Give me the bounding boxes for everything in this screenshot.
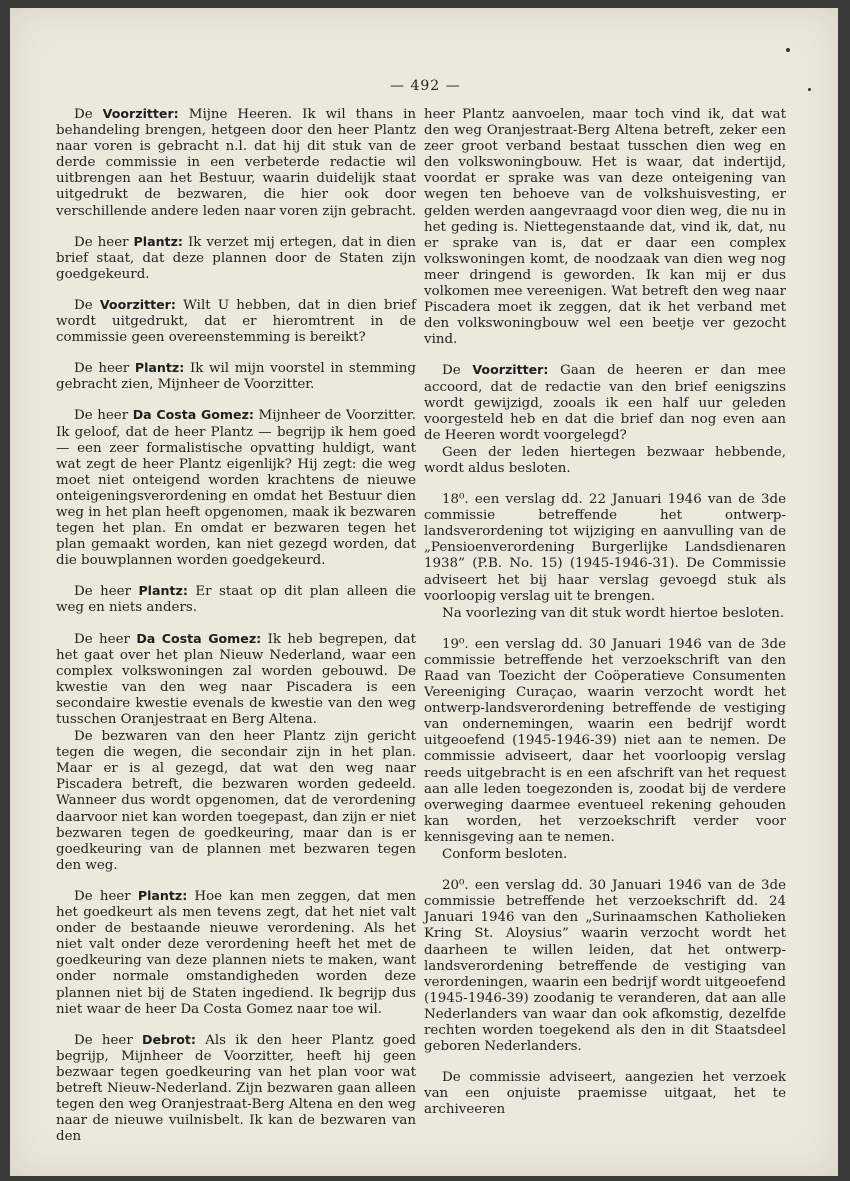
speaker-name: Voorzitter: <box>472 362 549 378</box>
paragraph: De heer Da Costa Gomez: Ik heb begrepen, dat het gaat over het plan Nieuw Nederland, waar een complex volkswoningen zal worden gebouwd. De kwestie van den weg naar Piscadera is een secondaire kwestie evenals de kwestie van den weg tusschen Oranjestraat en Berg Altena. <box>56 630 416 727</box>
paragraph: Na voorlezing van dit stuk wordt hiertoe besloten. <box>442 605 785 621</box>
speaker-name: Voorzitter: <box>102 106 179 121</box>
speaker-name: Plantz: <box>137 887 188 903</box>
paragraph: De heer Debrot: Als ik den heer Plantz goed begrijp, Mijnheer de Voorzitter, heeft hij geen bezwaar tegen goedkeuring van het plan voor wat betreft Nieuw-Nederland. Zijn bezwaren gaan alleen tegen den weg Oranjestraat-Berg Altena en den weg naar de nieuwe vuilnisbelt. Ik kan de bezwaren van den <box>56 1031 416 1145</box>
speaker-name: Plantz: <box>138 583 188 599</box>
left-column <box>56 106 416 1159</box>
paragraph: De Voorzitter: Wilt U hebben, dat in dien brief wordt uitgedrukt, dat er hieromtrent in de commissie geen overeenstemming is bereikt? <box>56 296 417 346</box>
paragraph: Geen der leden hiertegen bezwaar hebbende, wordt aldus besloten. <box>424 444 786 476</box>
paragraph: De heer Plantz: Hoe kan men zeggen, dat men het goedkeurt als men tevens zegt, dat het niet valt onder de bestaande nieuwe verordening. Als het niet valt onder deze verordening heeft het met de goedkeuring van deze plannen niets te maken, want onder normale omstandigheden worden deze plannen niet bij de Staten ingediend. Ik begrijp dus niet waar de heer Da Costa Gomez naar toe wil. <box>56 887 416 1017</box>
ink-speck <box>786 48 790 52</box>
agenda-item: 19⁰. een verslag dd. 30 Januari 1946 van de 3de commissie betreffende het verzoekschrift van den Raad van Toezicht der Coöperatieve Consumenten Vereeniging Curaçao, waarin verzocht wordt het ontwerp-landsverordening betreffende de vestiging van ondernemingen, waarin een bedrijf wordt uitgeoefend (1945-1946-39) niet aan te nemen. De commissie adviseert, daar het voorloopig verslag reeds uitgebracht is en een afschrift van het request aan alle leden toegezonden is, zoodat bij de verdere overweging daarmee eventueel rekening gehouden kan worden, het verzoekschrift verder voor kennisgeving aan te nemen. <box>424 636 786 845</box>
ink-speck <box>808 88 811 91</box>
document-page <box>10 8 838 1176</box>
paragraph: De bezwaren van den heer Plantz zijn gericht tegen die wegen, die secondair zijn in het plan. Maar er is al gezegd, dat wat den weg naar Piscadera betreft, die bezwaren worden gedeeld. Wanneer dus wordt opgenomen, dat de verordening daarvoor niet kan worden toegepast, dan zijn er niet bezwaren tegen de goedkeuring, maar dan is er goedkeuring van de plannen met bezwaren tegen den weg. <box>56 729 416 873</box>
speaker-name: Da Costa Gomez: <box>132 407 254 423</box>
agenda-item: 20⁰. een verslag dd. 30 Januari 1946 van de 3de commissie betreffende het verzoekschrift dd. 24 Januari 1946 van den „Surinaamschen Katholieken Kring St. Aloysius” waarin verzocht wordt het daarheen te willen leiden, dat het ontwerp-landsverordening betreffende de vestiging van verordeningen, waarin een bedrijf wordt uitgeoefend (1945-1946-39) zoodanig te veranderen, dat aan alle Nederlanders van waar dan ook afkomstig, dezelfde rechten worden toegekend als den in dit Staatsdeel geboren Nederlanders. <box>424 878 786 1055</box>
agenda-item: 18⁰. een verslag dd. 22 Januari 1946 van de 3de commissie betreffende het ontwerp-landsverordening tot wijziging en aanvulling van de „Pensioenverordening Burgerlijke Landsdienaren 1938” (P.B. No. 15) (1945-1946-31). De Commissie adviseert het bij haar verslag gevoegd stuk als voorloopig verslag uit te brengen. <box>424 492 786 604</box>
speaker-name: Da Costa Gomez: <box>136 630 262 646</box>
speaker-name: Voorzitter: <box>99 296 176 312</box>
paragraph: De Voorzitter: Gaan de heeren er dan mee accoord, dat de redactie van den brief eenigszins wordt gewijzigd, zooals ik een half uur geleden voorgesteld heb en dat die brief dan nog even aan de Heeren wordt voorgelegd? <box>424 362 786 443</box>
paragraph: Conform besloten. <box>442 847 568 863</box>
paragraph: De heer Plantz: Ik verzet mij ertegen, dat in dien brief staat, dat deze plannen door de Staten zijn goedgekeurd. <box>56 233 416 282</box>
paragraph: heer Plantz aanvoelen, maar toch vind ik, dat wat den weg Oranjestraat-Berg Altena betreft, zeker een zeer groot verband bestaat tusschen dien weg en den volkswoningbouw. Het is waar, dat indertijd, voordat er sprake was van deze onteigening van wegen ten behoeve van de volkshuisvesting, er gelden werden aangevraagd voor dien weg, die nu in het geding is. Niettegenstaande dat, vind ik, dat, nu er sprake van is, dat er daar een complex volkswoningen komt, de noodzaak van dien weg nog meer dringend is geworden. Ik kan mij er dus volkomen mee vereenigen. Wat betreft den weg naar Piscadera moet ik zeggen, dat ik het verband met den volkswoningbouw wel een beetje ver gezocht vind. <box>424 107 786 348</box>
speaker-name: Plantz: <box>134 360 185 376</box>
paragraph: De heer Da Costa Gomez: Mijnheer de Voorzitter. Ik geloof, dat de heer Plantz — begrijp ik hem goed — een zeer formalistische opvatting huldigt, want wat zegt de heer Plantz eigenlijk? Hij zegt: die weg moet niet onteigend worden krachtens de nieuwe onteigeningsverordening en omdat het Bestuur dien weg in het plan heeft opgenomen, maak ik bezwaren tegen het plan. En omdat er bezwaren tegen het plan gemaakt worden, kan niet gezegd worden, dat die bouwplannen worden goedgekeurd. <box>56 407 416 569</box>
speaker-name: Debrot: <box>142 1031 196 1047</box>
paragraph: De heer Plantz: Er staat op dit plan alleen die weg en niets anders. <box>56 583 416 616</box>
paragraph: De heer Plantz: Ik wil mijn voorstel in stemming gebracht zien, Mijnheer de Voorzitter. <box>56 360 416 393</box>
paragraph: De Voorzitter: Mijne Heeren. Ik wil thans in behandeling brengen, hetgeen door den heer Plantz naar voren is gebracht n.l. dat hij dit stuk van de derde commissie in een verbeterde redactie wil uitbrengen aan het Bestuur, waarin duidelijk staat uitgedrukt de bezwaren, die hier ook door verschillende andere leden naar voren zijn gebracht. <box>56 106 416 219</box>
speaker-name: Plantz: <box>133 233 183 249</box>
right-column <box>424 106 786 1132</box>
page-number: — 492 — <box>390 78 461 94</box>
paragraph: De commissie adviseert, aangezien het verzoek van een onjuiste praemisse uitgaat, het te archiveeren <box>424 1070 786 1118</box>
